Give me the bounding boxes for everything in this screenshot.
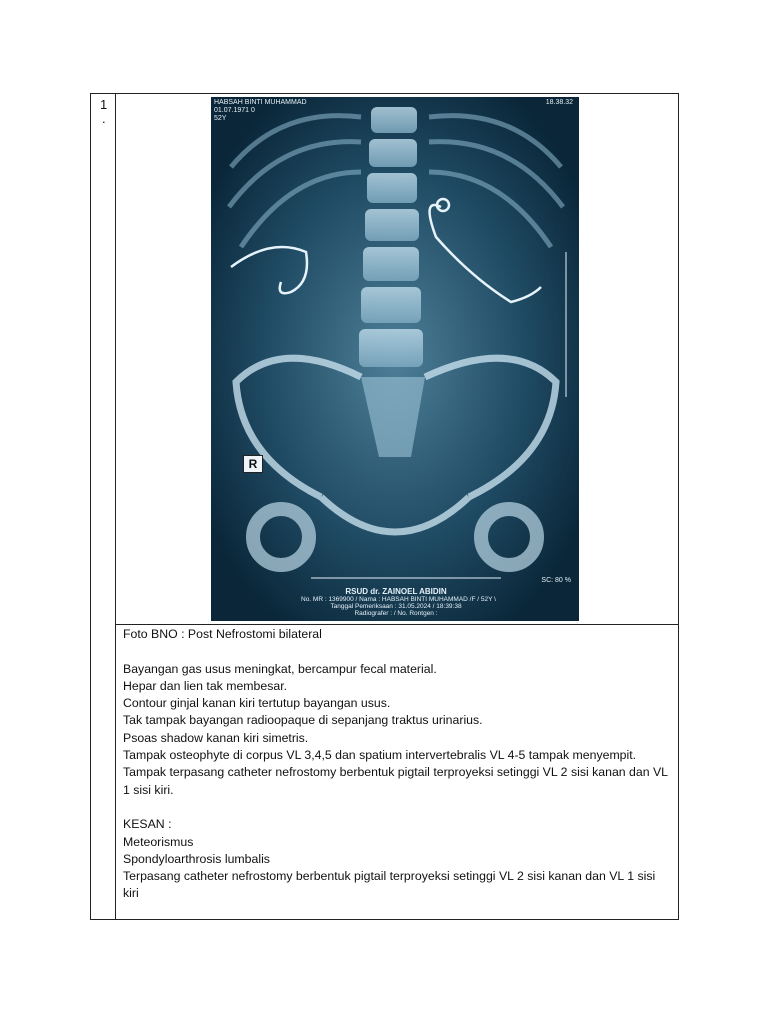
finding-item: Bayangan gas usus meningkat, bercampur fecal material. xyxy=(123,661,437,676)
impression-item: Spondyloarthrosis lumbalis xyxy=(123,851,270,866)
impression-item: Terpasang catheter nefrostomy berbentuk pigtail terproyeksi setinggi VL 2 sisi kanan dan VL 1 sisi kiri xyxy=(123,869,656,901)
xray-hospital-name: RSUD dr. ZAINOEL ABIDIN xyxy=(345,587,447,596)
xray-hospital-caption xyxy=(301,587,496,617)
xray-caption-line1: No. MR : 1369900 / Nama : HABSAH BINTI MUHAMMAD /F / 52Y \ xyxy=(301,596,496,603)
row-number-dot: . xyxy=(102,111,106,126)
right-side-marker: R xyxy=(243,455,263,473)
xray-patient-dob: 01.07.1971 0 xyxy=(214,107,255,114)
xray-caption-line3: Radiografer : / No. Rontgen : xyxy=(354,610,438,617)
report-text-cell xyxy=(116,625,678,919)
finding-item: Hepar dan lien tak membesar. xyxy=(123,678,288,693)
image-cell xyxy=(116,94,678,625)
finding-item: Tampak osteophyte di corpus VL 3,4,5 dan spatium intervertebralis VL 4-5 tampak menyempit. xyxy=(123,748,637,763)
xray-image xyxy=(211,97,579,621)
report-title: Foto BNO : Post Nefrostomi bilateral xyxy=(123,627,322,641)
xray-patient-info xyxy=(214,99,307,123)
report-table xyxy=(90,93,679,920)
xray-time: 18.38.32 xyxy=(545,99,573,106)
impression-item: Meteorismus xyxy=(123,834,194,849)
row-number-cell xyxy=(91,94,116,919)
xray-rendering xyxy=(211,97,579,621)
xray-caption-line2: Tanggal Pemeriksaan : 31.05.2024 / 18:39:38 xyxy=(330,603,462,610)
row-number: 1 xyxy=(100,97,108,112)
finding-item: Tak tampak bayangan radioopaque di sepanjang traktus urinarius. xyxy=(123,713,483,728)
xray-scale: SC: 80 % xyxy=(541,577,571,584)
finding-item: Tampak terpasang catheter nefrostomy berbentuk pigtail terproyeksi setinggi VL 2 sisi kanan dan VL 1 sisi kiri. xyxy=(123,765,668,797)
impression-heading: KESAN : xyxy=(123,817,172,832)
xray-patient-age: 52Y xyxy=(214,115,227,122)
xray-patient-name: HABSAH BINTI MUHAMMAD xyxy=(214,99,307,106)
finding-item: Psoas shadow kanan kiri simetris. xyxy=(123,730,309,745)
finding-item: Contour ginjal kanan kiri tertutup bayangan usus. xyxy=(123,696,391,711)
